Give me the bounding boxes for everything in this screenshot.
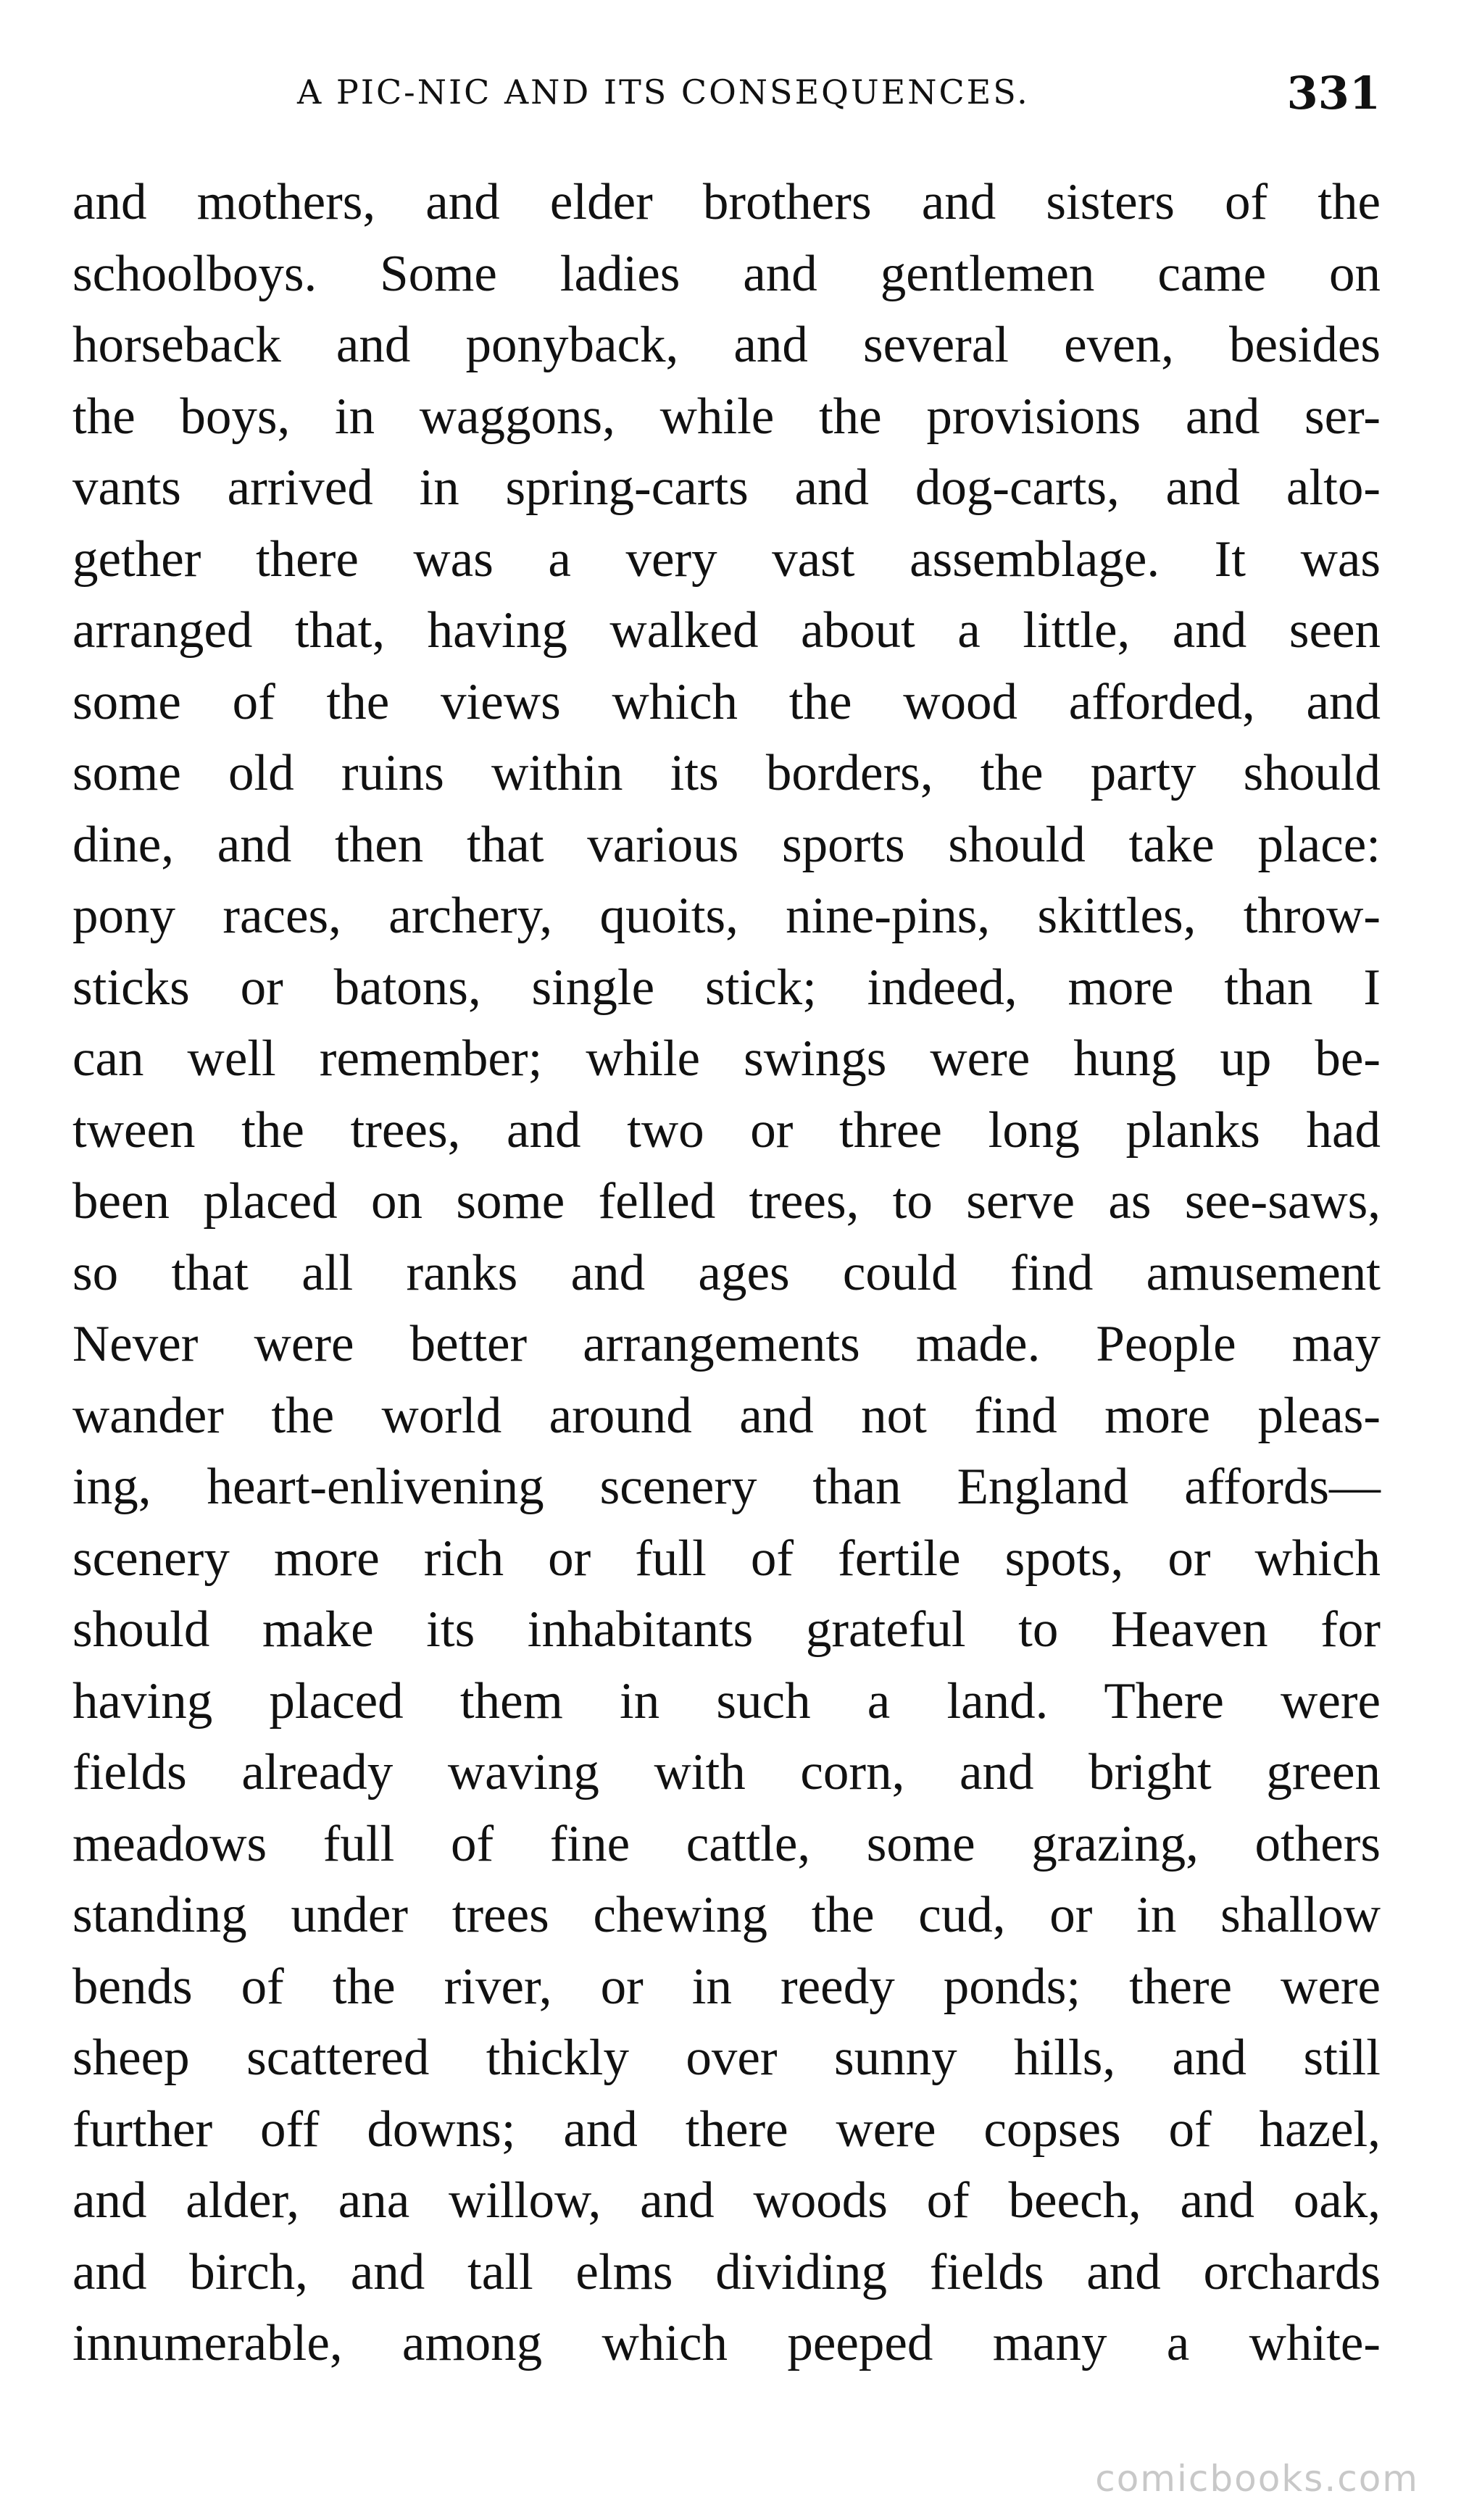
watermark: comicbooks.com — [1095, 2458, 1419, 2500]
text-line: the boys, in waggons, while the provisions and ser- — [72, 388, 1381, 445]
page-number: 331 — [1286, 67, 1381, 120]
text-line: so that all ranks and ages could find amusement — [72, 1244, 1381, 1301]
text-line: ing, heart-enlivening scenery than England affords— — [72, 1459, 1381, 1515]
text-line: been placed on some felled trees, to serve as see-saws, — [72, 1173, 1381, 1230]
text-line: gether there was a very vast assemblage. It was — [72, 530, 1381, 588]
text-line: and mothers, and elder brothers and sisters of the — [72, 174, 1381, 230]
running-title: A PIC-NIC AND ITS CONSEQUENCES. — [297, 72, 1030, 112]
text-line: fields already waving with corn, and bright green — [72, 1744, 1381, 1801]
text-line: arranged that, having walked about a little, and seen — [72, 602, 1381, 659]
text-line: meadows full of fine cattle, some grazing, others — [72, 1815, 1381, 1872]
text-line: having placed them in such a land. There were — [72, 1672, 1381, 1730]
text-line: and alder, ana willow, and woods of beech, and oak, — [72, 2172, 1381, 2229]
text-line: sticks or batons, single stick; indeed, more than I — [72, 959, 1381, 1016]
text-line: further off downs; and there were copses of hazel, — [72, 2100, 1381, 2158]
text-line: innumerable, among which peeped many a white- — [72, 2315, 1381, 2371]
text-line: dine, and then that various sports should take place: — [72, 816, 1381, 873]
text-line: wander the world around and not find more pleas- — [72, 1387, 1381, 1444]
running-head — [72, 67, 1381, 132]
body-text — [72, 167, 1381, 2379]
text-line: standing under trees chewing the cud, or in shallow — [72, 1887, 1381, 1943]
text-line: and birch, and tall elms dividing fields and orchards — [72, 2243, 1381, 2300]
text-line: sheep scattered thickly over sunny hills, and still — [72, 2029, 1381, 2086]
text-line: should make its inhabitants grateful to Heaven for — [72, 1601, 1381, 1658]
text-line: scenery more rich or full of fertile spots, or which — [72, 1530, 1381, 1587]
text-line: Never were better arrangements made. People may — [72, 1316, 1381, 1372]
text-line: pony races, archery, quoits, nine-pins, skittles, throw- — [72, 888, 1381, 944]
text-line: vants arrived in spring-carts and dog-carts, and alto- — [72, 459, 1381, 516]
text-line: some old ruins within its borders, the party should — [72, 745, 1381, 801]
text-line: horseback and ponyback, and several even, besides — [72, 317, 1381, 373]
text-line: schoolboys. Some ladies and gentlemen came on — [72, 245, 1381, 302]
text-line: some of the views which the wood afforded, and — [72, 673, 1381, 730]
text-line: bends of the river, or in reedy ponds; there were — [72, 1958, 1381, 2015]
text-line: can well remember; while swings were hung up be- — [72, 1030, 1381, 1087]
text-line: tween the trees, and two or three long planks had — [72, 1101, 1381, 1159]
